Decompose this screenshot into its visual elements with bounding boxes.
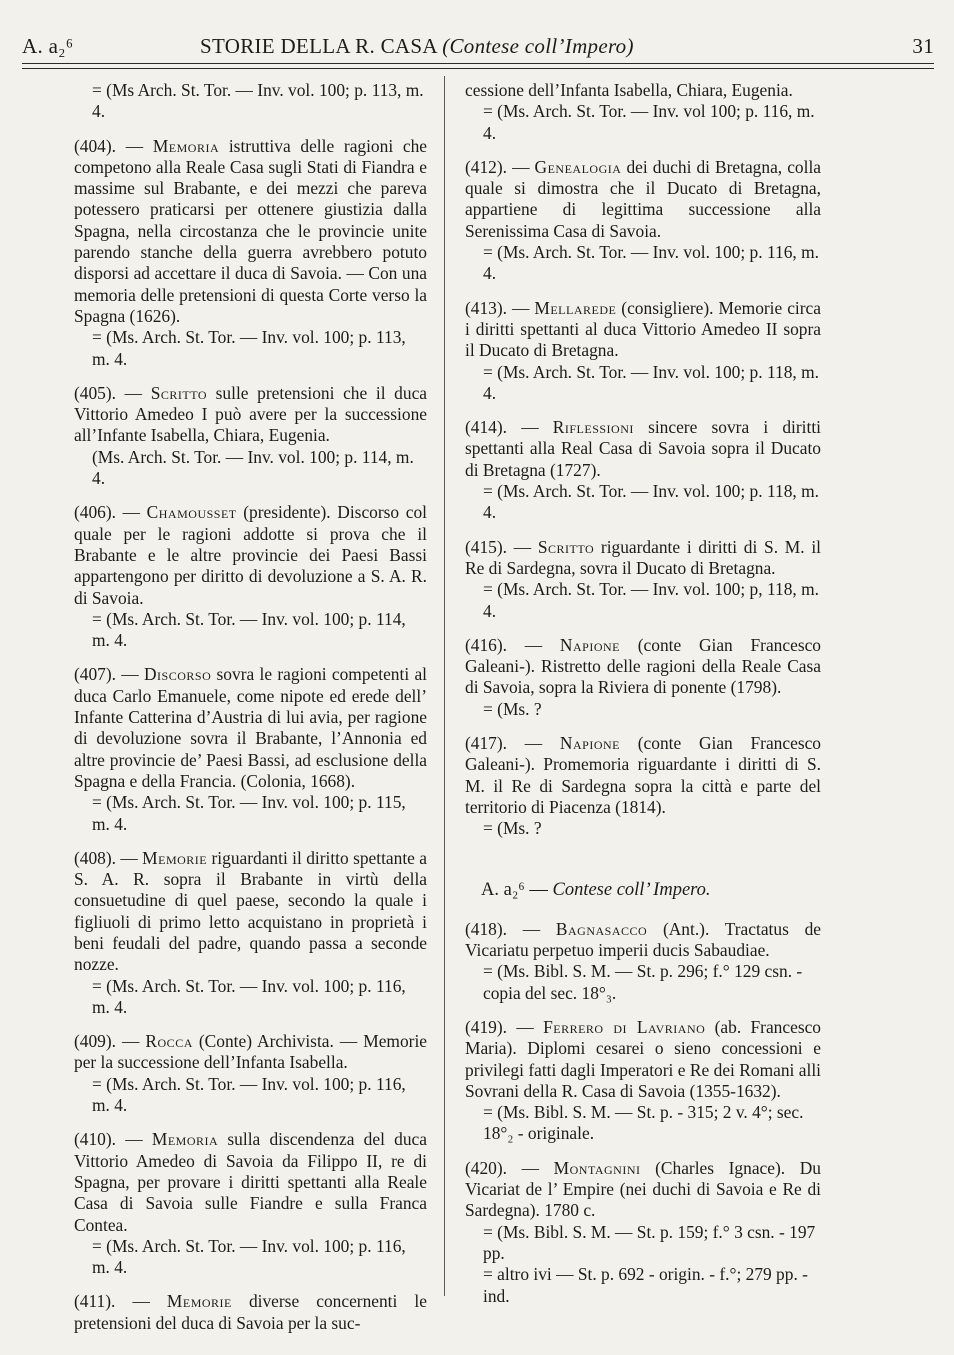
- running-header: [22, 30, 934, 62]
- entry-number: (410). —: [74, 1129, 152, 1150]
- entry-text: [74, 383, 427, 447]
- catalog-entry: [465, 1017, 821, 1145]
- entry-description: sulla discendenza del duca Vittorio Amedeo di Savoia da Filippo II, re di Spagna, per provare i diritti spettanti alla Reale Casa di Savoia sulle Fiandre e sulla Franca Contea.: [74, 1129, 427, 1235]
- catalog-entry: [74, 1291, 427, 1334]
- entry-author: Scritto: [537, 536, 595, 557]
- entry-reference: = (Ms. Arch. St. Tor. — Inv. vol 100; p. 116, m. 4.: [483, 101, 815, 143]
- entry-text: [465, 919, 821, 962]
- entry-text: [465, 635, 821, 699]
- catalog-entry: [74, 1129, 427, 1278]
- catalog-entry: [74, 848, 427, 1018]
- entry-text: [465, 1017, 821, 1102]
- entry-number: (411). —: [74, 1291, 167, 1312]
- entry-description: (conte Gian Francesco Galeani-). Ristretto delle ragioni della Reale Casa di Savoia, sopra la Riviera di ponente (1798).: [465, 634, 821, 698]
- entry-text: [74, 1129, 427, 1235]
- entry-author: Bagnasacco: [555, 918, 648, 939]
- entry-reference: (Ms. Arch. St. Tor. — Inv. vol. 100; p. 114, m. 4.: [92, 446, 414, 489]
- column-divider: [444, 76, 445, 1296]
- entry-text: [74, 136, 427, 328]
- left-column: [74, 80, 427, 1347]
- catalog-entry: [465, 919, 821, 1004]
- catalog-entry: [465, 80, 821, 144]
- entry-text: [465, 157, 821, 242]
- entry-reference: = (Ms. Bibl. S. M. — St. p. 159; f.° 3 csn. - 197 pp.: [483, 1221, 816, 1263]
- entry-reference: = (Ms. Arch. St. Tor. — Inv. vol. 100; p. 116, m. 4.: [92, 975, 406, 1017]
- entry-number: (417). —: [465, 733, 560, 754]
- entry-reference: = (Ms. Arch. St. Tor. — Inv. vol. 100; p. 114, m. 4.: [92, 608, 406, 651]
- entry-reference: = (Ms. Arch. St. Tor. — Inv. vol. 100; p. 116, m. 4.: [92, 1073, 406, 1116]
- catalog-entry: [465, 1158, 821, 1307]
- signature-mark: A. a₂⁶: [22, 34, 74, 58]
- entry-number: (408). —: [74, 847, 143, 868]
- entry-description: (conte Gian Francesco Galeani-). Promemoria riguardante i diritti di S. M. il Re di Sardegna sopra la città e parte del territorio di Piacenza (1814).: [465, 733, 821, 817]
- entry-number: (407). —: [74, 664, 144, 685]
- catalog-entry: [465, 157, 821, 285]
- entry-number: (409). —: [74, 1031, 146, 1052]
- header-title: [200, 34, 634, 59]
- page-number: 31: [912, 34, 934, 58]
- entry-reference: = (Ms. Arch. St. Tor. — Inv. vol. 100; p. 116, m. 4.: [483, 242, 819, 284]
- entry-reference: = (Ms. Arch. St. Tor. — Inv. vol. 100; p. 115, m. 4.: [92, 792, 406, 834]
- entry-number: (419). —: [465, 1016, 544, 1037]
- entry-text: [74, 502, 427, 608]
- catalog-entry: [465, 298, 821, 404]
- entry-text: [74, 848, 427, 976]
- header-title-text: STORIE DELLA R. CASA: [200, 34, 443, 58]
- entry-number: (418). —: [465, 918, 556, 939]
- entry-description: sovra le ragioni competenti al duca Carlo Emanuele, come nipote ed erede dell’ Infante Catterina d’Austria di lui avia, per ragione di devoluzione sovra il Brabante, l’Annonia ed altre provincie de’ Paesi Bassi, ad esclusione della Spagna e della Francia. (Colonia, 1668).: [74, 664, 427, 791]
- entry-text: [74, 1291, 427, 1334]
- entry-reference: = (Ms. ?: [483, 818, 542, 839]
- entry-reference: = (Ms. Arch. St. Tor. — Inv. vol. 100; p, 118, m. 4.: [483, 579, 819, 621]
- section-heading: [481, 880, 821, 901]
- entry-description: sincere sovra i diritti spettanti alla Real Casa di Savoia sopra il Ducato di Bretagna (1727).: [465, 417, 822, 480]
- entry-reference: = (Ms. Arch. St. Tor. — Inv. vol. 100; p. 116, m. 4.: [92, 1235, 406, 1278]
- entry-reference: = (Ms. Bibl. S. M. — St. p. - 315; 2 v. 4°; sec. 18°₂ - originale.: [483, 1102, 804, 1144]
- entry-reference: = (Ms. Arch. St. Tor. — Inv. vol. 100; p. 118, m. 4.: [483, 361, 819, 403]
- entry-number: (415). —: [465, 536, 538, 557]
- entry-description: diverse concernenti le pretensioni del duca di Savoia per la suc-: [74, 1291, 427, 1333]
- catalog-entry: [74, 383, 427, 489]
- catalog-entry: [465, 537, 821, 622]
- entry-reference: = altro ivi — St. p. 692 - origin. - f.°; 279 pp. - ind.: [483, 1264, 808, 1306]
- catalog-entry: [465, 417, 821, 523]
- header-rule-thin: [22, 68, 934, 69]
- entry-text: [74, 1031, 427, 1074]
- entry-author: Napione: [559, 634, 620, 655]
- entry-description: istruttiva delle ragioni che competono alla Reale Casa sugli Stati di Fiandra e massime sul Brabante, e dei mezzi che pareva potessero praticarsi per ottenere giustizia dalla Spagna, nella circostanza che le provincie unite parendo stanche della guerra avrebbero potuto disporsi ad accettare il duca di Savoia. — Con una memoria delle pretensioni di questa Corte verso la Spagna (1626).: [74, 135, 428, 326]
- catalog-entry: [74, 80, 427, 123]
- section-prefix: A. a₂⁶ —: [481, 879, 553, 900]
- header-title-italic: (Contese coll’Impero): [442, 34, 634, 58]
- entry-reference: = (Ms. ?: [483, 698, 542, 719]
- entry-text: = (Ms Arch. St. Tor. — Inv. vol. 100; p. 113, m. 4.: [92, 80, 424, 122]
- entry-description: (presidente). Discorso col quale per le ragioni addotte si prova che il Brabante e le altre provincie dei Paesi Bassi appartengono per diritto di devoluzione a S. A. R. di Savoia.: [74, 502, 427, 608]
- entry-number: (416). —: [465, 634, 560, 655]
- entry-text: [465, 1158, 821, 1222]
- entry-author: Montagnini: [553, 1157, 641, 1178]
- entry-author: Riflessioni: [552, 417, 634, 438]
- entry-description: (Conte) Archivista. — Memorie per la successione dell’Infanta Isabella.: [74, 1031, 427, 1073]
- entry-author: Memorie: [166, 1291, 232, 1312]
- header-rule: [22, 63, 934, 64]
- entry-reference: = (Ms. Bibl. S. M. — St. p. 296; f.° 129 csn. - copia del sec. 18°₃.: [483, 961, 803, 1003]
- entry-reference: = (Ms. Arch. St. Tor. — Inv. vol. 100; p. 118, m. 4.: [483, 481, 819, 523]
- section-title: Contese coll’ Impero.: [552, 879, 711, 900]
- entry-author: Chamousset: [146, 502, 237, 523]
- entry-number: (406). —: [74, 502, 147, 523]
- entry-author: Genealogia: [534, 156, 622, 177]
- entry-number: (405). —: [74, 382, 151, 403]
- entry-number: (413). —: [465, 297, 535, 318]
- entry-description: riguardante i diritti di S. M. il Re di Sardegna, sovra il Ducato di Bretagna.: [465, 536, 821, 578]
- entry-description: (Charles Ignace). Du Vicariat de l’ Empire (nei duchi di Savoia e Re di Sardegna). 1780 c.: [465, 1157, 821, 1221]
- entry-text: [74, 664, 427, 792]
- entry-author: Memoria: [152, 135, 220, 156]
- entry-text: cessione dell’Infanta Isabella, Chiara, Eugenia.: [465, 80, 793, 100]
- entry-text: [465, 537, 821, 580]
- entry-description: (Ant.). Tractatus de Vicariatu perpetuo imperii ducis Sabaudiae.: [465, 918, 822, 961]
- catalog-entry: [74, 136, 427, 370]
- entry-number: (412). —: [465, 156, 535, 177]
- catalog-entry: [74, 1031, 427, 1116]
- entry-number: (414). —: [465, 417, 553, 438]
- entry-description: (ab. Francesco Maria). Diplomi cesarei o sieno concessioni e privilegi fatti dagli Imperatori e Re dei Romani alli Sovrani della R. Casa di Savoia (1355-1632).: [465, 1016, 821, 1101]
- entry-description: sulle pretensioni che il duca Vittorio Amedeo I può avere per la successione all’Infante Isabella, Chiara, Eugenia.: [74, 382, 428, 446]
- entry-author: Ferrero di Lavriano: [543, 1016, 706, 1037]
- entry-author: Discorso: [144, 664, 212, 685]
- entry-number: (404). —: [74, 135, 153, 156]
- entry-author: Memorie: [142, 847, 208, 868]
- entry-author: Memoria: [151, 1129, 219, 1150]
- entry-text: [465, 417, 821, 481]
- entry-author: Rocca: [145, 1031, 193, 1052]
- entry-author: Mellarede: [534, 297, 617, 318]
- catalog-entry: [74, 664, 427, 834]
- catalog-entry: [465, 635, 821, 720]
- entry-description: (consigliere). Memorie circa i diritti spettanti al duca Vittorio Amedeo II sopra il Ducato di Bretagna.: [465, 297, 821, 361]
- right-column: [465, 80, 821, 1320]
- entry-description: dei duchi di Bretagna, colla quale si dimostra che il Ducato di Bretagna, appartiene di legittima successione alla Serenissima Casa di Savoia.: [465, 156, 821, 241]
- entry-author: Scritto: [150, 382, 208, 403]
- entry-author: Napione: [559, 733, 620, 754]
- entry-text: [465, 298, 821, 362]
- catalog-entry: [465, 733, 821, 839]
- entry-number: (420). —: [465, 1157, 554, 1178]
- entry-reference: = (Ms. Arch. St. Tor. — Inv. vol. 100; p. 113, m. 4.: [92, 327, 406, 369]
- entry-text: [465, 733, 821, 818]
- entry-description: riguardanti il diritto spettante a S. A. R. sopra il Brabante in virtù della consuetudine di quel paese, secondo la quale i figliuoli di primo letto acquistano in proprietà i beni feudali del padre, quando passa a seconde nozze.: [74, 847, 427, 975]
- catalog-entry: [74, 502, 427, 651]
